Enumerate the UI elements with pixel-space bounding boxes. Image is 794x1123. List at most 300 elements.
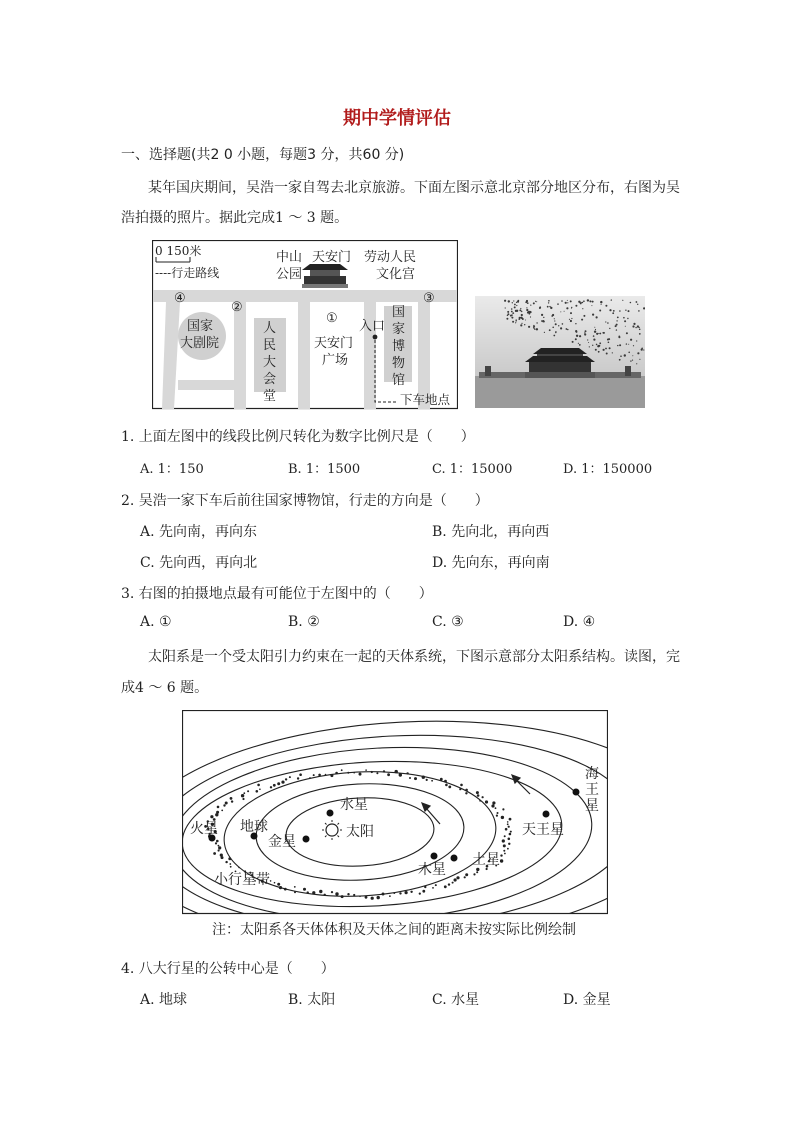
- bird-dot: [625, 310, 626, 311]
- asteroid-dot: [509, 833, 512, 836]
- bird-dot: [596, 344, 598, 346]
- mercury-dot: [327, 810, 334, 817]
- q3-option-b[interactable]: B. ②: [288, 614, 320, 630]
- bird-dot: [605, 321, 606, 322]
- svg-text:火星: 火星: [190, 821, 218, 837]
- asteroid-dot: [243, 792, 245, 794]
- q4-option-b[interactable]: B. 太阳: [288, 992, 336, 1008]
- bird-dot: [520, 317, 522, 319]
- bird-dot: [585, 330, 587, 332]
- asteroid-dot: [289, 776, 291, 778]
- bird-dot: [602, 332, 604, 334]
- asteroid-dot: [371, 771, 373, 773]
- bird-dot: [518, 318, 520, 320]
- bird-dot: [638, 310, 640, 312]
- svg-text:会: 会: [263, 372, 277, 387]
- asteroid-dot: [218, 845, 220, 847]
- asteroid-dot: [365, 769, 367, 771]
- svg-text:馆: 馆: [392, 373, 406, 388]
- asteroid-dot: [454, 878, 457, 881]
- asteroid-dot: [313, 774, 315, 776]
- q3-option-d[interactable]: D. ④: [563, 614, 596, 630]
- bird-dot: [637, 352, 639, 354]
- bird-dot: [596, 316, 598, 318]
- asteroid-dot: [347, 893, 349, 895]
- bird-dot: [616, 320, 617, 321]
- svg-text:大剧院: 大剧院: [180, 336, 220, 351]
- q1-option-a[interactable]: A. 1：150: [140, 462, 204, 477]
- bird-dot: [562, 323, 564, 325]
- asteroid-dot: [382, 893, 385, 896]
- bird-dot: [599, 310, 601, 312]
- marker-4: ④: [174, 291, 186, 306]
- asteroid-dot: [259, 788, 261, 790]
- question-4-stem: 4. 八大行星的公转中心是（ ）: [121, 961, 335, 977]
- bird-dot: [608, 342, 610, 344]
- bird-dot: [579, 344, 581, 346]
- asteroid-dot: [307, 891, 309, 893]
- asteroid-dot: [476, 868, 479, 871]
- bird-dot: [623, 317, 625, 319]
- bird-dot: [521, 311, 522, 312]
- bird-dot: [598, 333, 599, 334]
- asteroid-dot: [273, 784, 276, 787]
- asteroid-dot: [247, 790, 249, 792]
- asteroid-dot: [456, 876, 459, 879]
- asteroid-dot: [217, 806, 220, 809]
- asteroid-dot: [299, 773, 302, 776]
- asteroid-dot: [476, 791, 479, 794]
- asteroid-dot: [231, 800, 233, 802]
- q4-option-d[interactable]: D. 金星: [563, 992, 611, 1008]
- bird-dot: [619, 344, 621, 346]
- bird-dot: [594, 327, 595, 328]
- bird-dot: [533, 302, 535, 304]
- asteroid-dot: [504, 853, 506, 855]
- bird-dot: [641, 348, 643, 350]
- bird-dot: [607, 322, 609, 324]
- asteroid-dot: [335, 772, 338, 775]
- asteroid-dot: [341, 769, 343, 771]
- bird-dot: [507, 315, 508, 316]
- bird-dot: [626, 343, 627, 344]
- q4-option-c[interactable]: C. 水星: [432, 992, 480, 1008]
- bird-dot: [601, 304, 602, 305]
- bird-dot: [605, 305, 607, 307]
- bird-dot: [566, 328, 568, 330]
- bird-dot: [516, 305, 517, 306]
- asteroid-dot: [477, 794, 480, 797]
- passage1-line2: 浩拍摄的照片。据此完成1 ～ 3 题。: [121, 210, 349, 226]
- svg-text:下车地点: 下车地点: [400, 392, 451, 407]
- bird-dot: [587, 339, 588, 340]
- asteroid-dot: [510, 831, 512, 833]
- asteroid-dot: [465, 792, 467, 794]
- asteroid-dot: [215, 842, 217, 844]
- asteroid-dot: [216, 840, 219, 843]
- bird-dot: [582, 308, 583, 309]
- tiananmen-photo: [475, 296, 645, 408]
- bird-dot: [510, 315, 512, 317]
- bird-dot: [605, 348, 607, 350]
- bird-dot: [525, 320, 526, 321]
- asteroid-dot: [376, 772, 378, 774]
- asteroid-dot: [503, 844, 506, 847]
- bird-dot: [626, 332, 628, 334]
- asteroid-dot: [213, 852, 216, 855]
- bird-dot: [567, 329, 568, 330]
- asteroid-dot: [485, 800, 488, 803]
- svg-text:地球: 地球: [240, 819, 268, 835]
- bird-dot: [588, 342, 589, 343]
- bird-dot: [616, 324, 618, 326]
- bird-dot: [593, 335, 595, 337]
- bird-dot: [560, 311, 561, 312]
- bird-dot: [526, 309, 528, 311]
- bird-dot: [514, 306, 516, 308]
- uranus-dot: [543, 811, 550, 818]
- bird-dot: [630, 360, 631, 361]
- asteroid-dot: [218, 846, 221, 849]
- bird-dot: [506, 318, 508, 320]
- asteroid-dot: [502, 839, 505, 842]
- asteroid-dot: [500, 859, 503, 862]
- asteroid-dot: [285, 778, 287, 780]
- asteroid-dot: [220, 854, 223, 857]
- bird-dot: [554, 318, 555, 319]
- asteroid-dot: [500, 854, 502, 856]
- bird-dot: [567, 302, 568, 303]
- neptune-dot: [573, 789, 580, 796]
- bird-dot: [593, 339, 595, 341]
- bird-dot: [570, 312, 572, 314]
- bird-dot: [583, 315, 585, 317]
- svg-text:星: 星: [585, 798, 599, 814]
- bird-dot: [633, 345, 634, 346]
- q3-option-a[interactable]: A. ①: [140, 614, 172, 630]
- scale-label: 0 150米: [155, 244, 202, 258]
- asteroid-dot: [508, 843, 510, 845]
- asteroid-dot: [270, 786, 272, 788]
- asteroid-dot: [210, 815, 213, 818]
- asteroid-dot: [393, 892, 395, 894]
- asteroid-dot: [422, 890, 425, 893]
- asteroid-dot: [440, 778, 443, 781]
- svg-text:大: 大: [263, 355, 277, 370]
- asteroid-dot: [502, 808, 504, 810]
- asteroid-dot: [216, 811, 219, 814]
- asteroid-dot: [221, 810, 223, 812]
- svg-text:人: 人: [263, 321, 277, 336]
- asteroid-dot: [445, 784, 448, 787]
- bird-dot: [514, 304, 516, 306]
- bird-dot: [599, 333, 601, 335]
- passage2-line2: 成4 ～ 6 题。: [121, 680, 209, 696]
- asteroid-dot: [241, 794, 244, 797]
- bird-dot: [592, 345, 593, 346]
- bird-dot: [547, 306, 549, 308]
- bird-dot: [617, 345, 618, 346]
- bird-dot: [571, 307, 572, 308]
- q2-option-b[interactable]: B. 先向北，再向西: [432, 524, 550, 540]
- asteroid-dot: [448, 786, 451, 789]
- asteroid-dot: [465, 789, 468, 792]
- asteroid-dot: [491, 804, 494, 807]
- asteroid-dot: [365, 896, 368, 899]
- bird-dot: [639, 333, 641, 335]
- bird-dot: [622, 300, 623, 301]
- bird-dot: [578, 301, 580, 303]
- bird-dot: [617, 317, 619, 319]
- route-legend: ----行走路线: [155, 266, 220, 280]
- svg-text:太阳: 太阳: [346, 824, 374, 840]
- asteroid-dot: [507, 848, 509, 850]
- bird-dot: [533, 325, 534, 326]
- bird-dot: [570, 300, 572, 302]
- section-heading: 一、选择题(共2 0 小题，每题3 分，共60 分): [121, 147, 405, 163]
- bird-dot: [630, 339, 632, 341]
- svg-text:文化宫: 文化宫: [376, 267, 416, 282]
- bird-dot: [511, 308, 513, 310]
- bird-dot: [505, 307, 506, 308]
- asteroid-dot: [419, 893, 421, 895]
- bird-dot: [596, 333, 598, 335]
- asteroid-dot: [359, 896, 361, 898]
- asteroid-dot: [507, 823, 509, 825]
- q4-option-a[interactable]: A. 地球: [140, 992, 188, 1008]
- asteroid-dot: [406, 772, 408, 774]
- q3-option-c[interactable]: C. ③: [432, 614, 464, 630]
- bird-dot: [636, 363, 637, 364]
- asteroid-dot: [507, 821, 509, 823]
- asteroid-dot: [409, 777, 411, 779]
- bird-dot: [548, 300, 550, 302]
- bird-dot: [511, 317, 513, 319]
- bird-dot: [592, 301, 594, 303]
- bird-dot: [565, 302, 567, 304]
- asteroid-dot: [405, 891, 408, 894]
- bird-dot: [578, 343, 579, 344]
- bird-dot: [637, 304, 638, 305]
- asteroid-dot: [371, 897, 374, 900]
- bird-dot: [530, 305, 531, 306]
- asteroid-dot: [330, 774, 333, 777]
- bird-dot: [519, 309, 521, 311]
- bird-dot: [639, 329, 641, 331]
- asteroid-dot: [496, 815, 498, 817]
- bird-dot: [575, 305, 577, 307]
- saturn-dot: [451, 855, 458, 862]
- asteroid-dot: [230, 797, 233, 800]
- bird-dot: [591, 305, 592, 306]
- question-1-stem: 1. 上面左图中的线段比例尺转化为数字比例尺是（ ）: [121, 429, 475, 445]
- asteroid-dot: [225, 802, 228, 805]
- bird-dot: [628, 352, 630, 354]
- asteroid-dot: [353, 894, 355, 896]
- asteroid-dot: [395, 770, 398, 773]
- bird-dot: [512, 302, 513, 303]
- bird-dot: [616, 329, 617, 330]
- bird-dot: [595, 329, 596, 330]
- bird-dot: [569, 319, 570, 320]
- asteroid-dot: [464, 876, 466, 878]
- asteroid-dot: [284, 888, 287, 891]
- asteroid-dot: [279, 886, 282, 889]
- bird-dot: [576, 335, 578, 337]
- asteroid-dot: [387, 773, 390, 776]
- bird-dot: [632, 355, 633, 356]
- bird-dot: [539, 306, 541, 308]
- svg-text:水星: 水星: [340, 797, 368, 813]
- asteroid-dot: [257, 784, 260, 787]
- bird-dot: [555, 332, 556, 333]
- q1-option-d[interactable]: D. 1：150000: [563, 462, 653, 477]
- bird-dot: [581, 319, 583, 321]
- asteroid-dot: [225, 861, 227, 863]
- bird-dot: [526, 307, 527, 308]
- bird-dot: [544, 332, 545, 333]
- bird-dot: [570, 320, 572, 322]
- asteroid-dot: [294, 891, 296, 893]
- bird-dot: [521, 314, 523, 316]
- page-title: 期中学情评估: [343, 108, 451, 129]
- asteroid-dot: [422, 776, 425, 779]
- svg-text:中山: 中山: [276, 250, 303, 265]
- svg-text:海: 海: [585, 766, 599, 782]
- bird-dot: [584, 332, 585, 333]
- bird-dot: [600, 301, 602, 303]
- bird-dot: [507, 311, 509, 313]
- asteroid-dot: [508, 826, 510, 828]
- q2-option-c[interactable]: C. 先向西，再向北: [140, 555, 258, 571]
- asteroid-dot: [353, 772, 355, 774]
- bird-dot: [643, 349, 644, 350]
- q1-option-c[interactable]: C. 1：15000: [432, 462, 513, 477]
- asteroid-dot: [426, 779, 428, 781]
- bird-dot: [587, 299, 589, 301]
- bird-dot: [575, 338, 577, 340]
- bird-dot: [598, 351, 600, 353]
- bird-dot: [607, 339, 609, 341]
- asteroid-dot: [444, 885, 447, 888]
- asteroid-dot: [218, 849, 220, 851]
- asteroid-dot: [242, 798, 244, 800]
- asteroid-dot: [495, 807, 497, 809]
- bird-dot: [504, 300, 506, 302]
- asteroid-dot: [503, 850, 505, 852]
- bird-dot: [521, 323, 522, 324]
- diagram-note: 注：太阳系各天体体积及天体之间的距离未按实际比例绘制: [212, 922, 576, 938]
- asteroid-dot: [399, 892, 401, 894]
- passage2-line1: 太阳系是一个受太阳引力约束在一起的天体系统，下图示意部分太阳系结构。读图，完: [148, 649, 680, 665]
- bird-dot: [512, 312, 514, 314]
- svg-text:广场: 广场: [322, 353, 349, 368]
- bird-dot: [560, 327, 562, 329]
- bird-dot: [571, 318, 572, 319]
- marker-2: ②: [231, 300, 243, 315]
- asteroid-dot: [410, 891, 412, 893]
- svg-text:金星: 金星: [268, 834, 296, 850]
- bird-dot: [599, 342, 601, 344]
- asteroid-dot: [479, 800, 481, 802]
- svg-text:天安门: 天安门: [312, 250, 352, 265]
- bird-dot: [566, 307, 568, 309]
- svg-text:木星: 木星: [418, 862, 446, 878]
- bird-dot: [557, 303, 559, 305]
- asteroid-dot: [460, 784, 463, 787]
- bird-dot: [609, 347, 611, 349]
- bird-dot: [549, 306, 550, 307]
- asteroid-dot: [347, 772, 349, 774]
- bird-dot: [515, 319, 517, 321]
- bird-dot: [595, 349, 597, 351]
- bird-dot: [576, 331, 578, 333]
- marker-3: ③: [423, 291, 435, 306]
- question-3-stem: 3. 右图的拍摄地点最有可能位于左图中的（ ）: [121, 586, 433, 602]
- asteroid-dot: [389, 895, 391, 897]
- asteroid-dot: [435, 884, 437, 886]
- svg-text:民: 民: [263, 338, 277, 353]
- bird-dot: [517, 301, 518, 302]
- bird-dot: [632, 325, 634, 327]
- passage1-line1: 某年国庆期间，吴浩一家自驾去北京旅游。下面左图示意北京部分地区分布，右图为吴: [148, 180, 680, 196]
- asteroid-dot: [331, 891, 333, 893]
- asteroid-dot: [399, 773, 402, 776]
- bird-dot: [612, 352, 613, 353]
- svg-text:国家: 国家: [187, 319, 214, 334]
- bird-dot: [535, 301, 536, 302]
- asteroid-dot: [509, 818, 512, 821]
- tiananmen-gate-icon: [302, 264, 348, 288]
- asteroid-dot: [325, 774, 327, 776]
- q1-option-b[interactable]: B. 1：1500: [288, 462, 361, 477]
- bird-dot: [527, 302, 529, 304]
- asteroid-dot: [270, 880, 272, 882]
- bird-dot: [624, 320, 626, 322]
- bird-dot: [624, 354, 626, 356]
- svg-text:天王星: 天王星: [522, 822, 564, 838]
- asteroid-dot: [335, 892, 338, 895]
- asteroid-dot: [230, 866, 232, 868]
- bird-dot: [637, 325, 639, 327]
- asteroid-dot: [486, 868, 488, 870]
- bird-dot: [552, 314, 554, 316]
- bird-dot: [520, 308, 521, 309]
- asteroid-dot: [324, 894, 326, 896]
- bird-dot: [528, 311, 530, 313]
- asteroid-dot: [309, 777, 311, 779]
- svg-text:物: 物: [392, 356, 406, 371]
- bird-dot: [639, 359, 640, 360]
- bird-dot: [583, 300, 585, 302]
- bird-dot: [606, 353, 608, 355]
- q2-option-d[interactable]: D. 先向东，再向南: [432, 555, 550, 571]
- q2-option-a[interactable]: A. 先向南，再向东: [140, 524, 258, 540]
- bird-dot: [513, 300, 514, 301]
- marker-1: ①: [326, 311, 338, 326]
- bird-dot: [543, 317, 544, 318]
- asteroid-dot: [238, 867, 240, 869]
- asteroid-dot: [318, 774, 321, 777]
- venus-dot: [303, 836, 310, 843]
- bird-dot: [579, 335, 581, 337]
- bird-dot: [625, 326, 626, 327]
- asteroid-dot: [277, 883, 280, 886]
- svg-text:小行星带: 小行星带: [214, 872, 270, 888]
- asteroid-dot: [359, 773, 362, 776]
- bird-dot: [628, 344, 629, 345]
- svg-text:公园: 公园: [276, 267, 303, 282]
